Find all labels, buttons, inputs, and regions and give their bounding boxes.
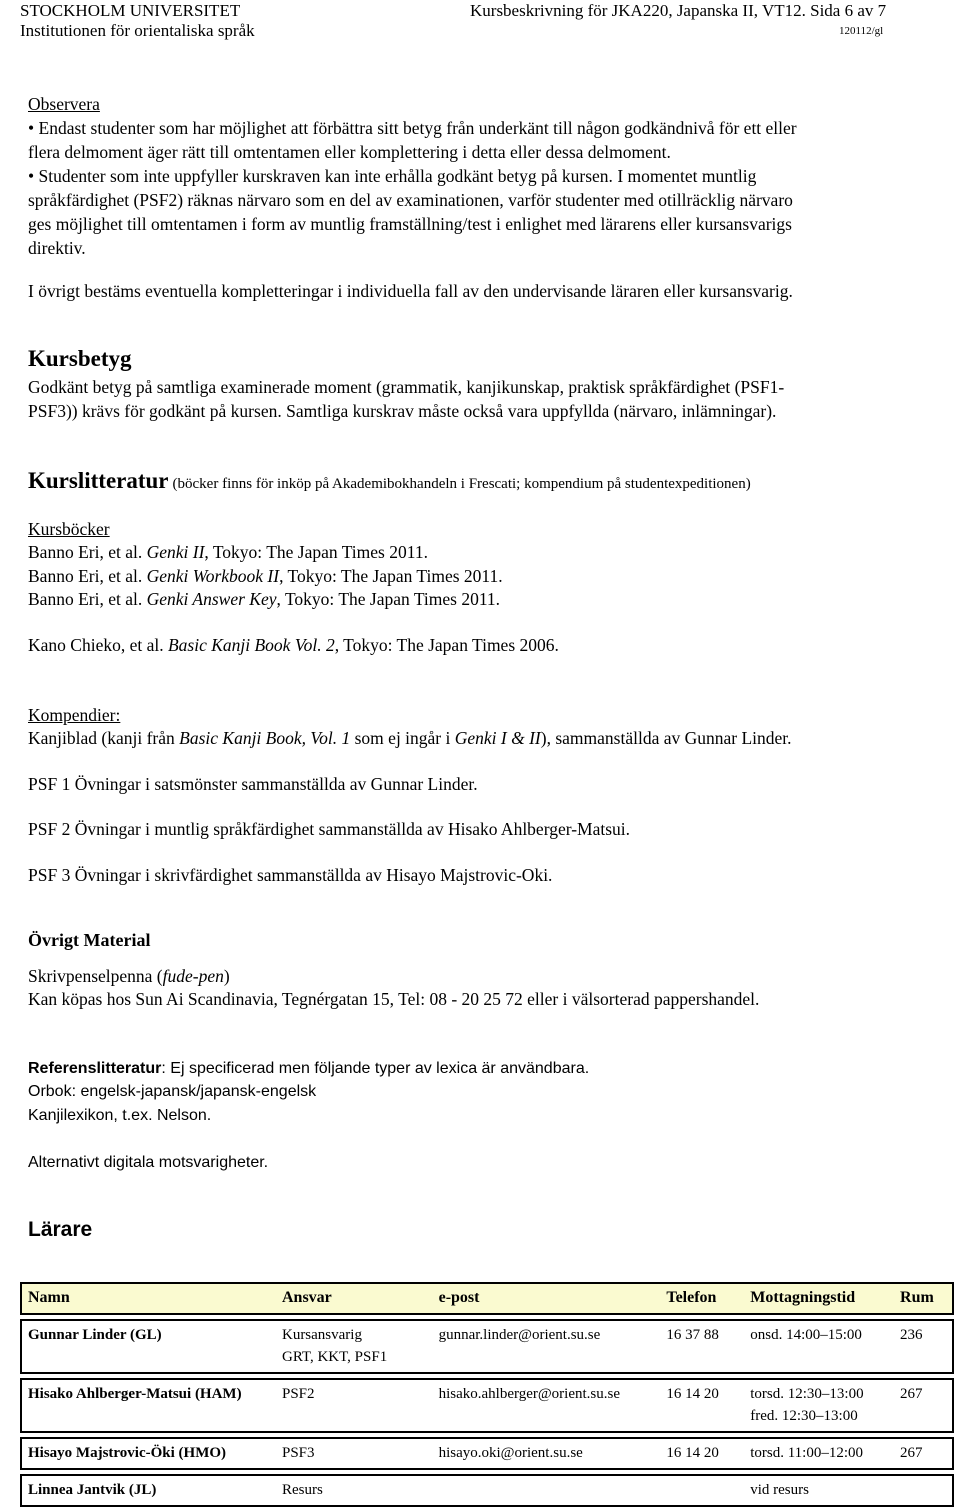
kurslitteratur-heading: Kurslitteratur (böcker finns för inköp på Akademibokhandeln i Frescati; kompendium på studentexpeditionen)	[28, 468, 751, 493]
cell-namn: Linnea Jantvik (JL)	[21, 1475, 276, 1506]
book-genki-ii: Banno Eri, et al. Genki II, Tokyo: The Japan Times 2011.	[28, 542, 428, 562]
referens-kanjilexikon: Kanjilexikon, t.ex. Nelson.	[28, 1107, 212, 1124]
cell-epost[interactable]: hisako.ahlberger@orient.su.se	[433, 1379, 661, 1432]
cell-rum: 236	[894, 1320, 953, 1373]
observera-heading: Observera	[28, 94, 100, 114]
cell-namn: Gunnar Linder (GL)	[21, 1320, 276, 1373]
page-number: Sida 6 av 7	[810, 1, 887, 20]
observera-line-4: språkfärdighet (PSF2) räknas närvaro som en del av examinationen, varför studenter med otillräcklig närvaro	[28, 190, 793, 210]
cell-ansvar: Resurs	[276, 1475, 433, 1506]
col-epost: e-post	[433, 1283, 661, 1314]
cell-telefon	[660, 1475, 744, 1506]
observera-line-5: ges möjlighet till omtentamen i form av muntlig framställning/test i enlighet med lärarens eller kursansvarigs	[28, 214, 792, 234]
cell-telefon: 16 14 20	[660, 1438, 744, 1469]
institution-name: Institutionen för orientaliska språk	[20, 21, 255, 40]
table-row	[21, 1379, 953, 1432]
cell-rum: 267	[894, 1438, 953, 1469]
observera-bullet-2: • Studenter som inte uppfyller kurskraven kan inte erhålla godkänt betyg på kursen. I momentet muntlig	[28, 166, 757, 186]
cell-telefon: 16 37 88	[660, 1320, 744, 1373]
cell-epost	[433, 1475, 661, 1506]
cell-rum	[894, 1475, 953, 1506]
university-name: STOCKHOLM UNIVERSITET	[20, 1, 241, 20]
book-basic-kanji: Kano Chieko, et al. Basic Kanji Book Vol. 2, Tokyo: The Japan Times 2006.	[28, 635, 559, 655]
larare-heading: Lärare	[28, 1218, 93, 1241]
document-code: 120112/gl	[839, 25, 884, 37]
col-namn: Namn	[21, 1283, 276, 1314]
kompendier-heading: Kompendier:	[28, 705, 121, 725]
larare-table	[20, 1282, 954, 1507]
table-row	[21, 1475, 953, 1506]
cell-mottagningstid: torsd. 11:00–12:00	[744, 1438, 894, 1469]
cell-mottagningstid: onsd. 14:00–15:00	[744, 1320, 894, 1373]
kursbetyg-line-2: PSF3)) krävs för godkänt på kursen. Samtliga kurskrav måste också vara uppfyllda (närvaro, inlämningar).	[28, 401, 777, 421]
cell-mottagningstid: vid resurs	[744, 1475, 894, 1506]
kompendium-psf3: PSF 3 Övningar i skrivfärdighet sammanställda av Hisayo Majstrovic-Oki.	[28, 865, 553, 885]
ovrigt-material-heading: Övrigt Material	[28, 930, 151, 950]
table-row	[21, 1438, 953, 1469]
referens-digitala: Alternativt digitala motsvarigheter.	[28, 1154, 269, 1171]
col-mottagningstid: Mottagningstid	[744, 1283, 894, 1314]
observera-line-6: direktiv.	[28, 238, 86, 258]
kursbetyg-line-1: Godkänt betyg på samtliga examinerade moment (grammatik, kanjikunskap, praktisk språkfärdighet (PSF1-	[28, 377, 785, 397]
cell-namn: Hisako Ahlberger-Matsui (HAM)	[21, 1379, 276, 1432]
cell-namn: Hisayo Majstrovic-Öki (HMO)	[21, 1438, 276, 1469]
book-genki-workbook: Banno Eri, et al. Genki Workbook II, Tokyo: The Japan Times 2011.	[28, 566, 503, 586]
referens-line-1: Referenslitteratur: Ej specificerad men följande typer av lexica är användbara.	[28, 1060, 590, 1077]
cell-epost[interactable]: hisayo.oki@orient.su.se	[433, 1438, 661, 1469]
table-header-row	[21, 1283, 953, 1314]
cell-mottagningstid: torsd. 12:30–13:00 fred. 12:30–13:00	[744, 1379, 894, 1432]
cell-epost[interactable]: gunnar.linder@orient.su.se	[433, 1320, 661, 1373]
course-title: Kursbeskrivning för JKA220, Japanska II, VT12. Sida 6 av 7	[470, 1, 887, 20]
kursbocker-heading: Kursböcker	[28, 519, 110, 539]
ovrigt-material-fude-pen: Skrivpenselpenna (fude-pen)	[28, 966, 230, 986]
kursbetyg-heading: Kursbetyg	[28, 346, 132, 371]
table-row	[21, 1320, 953, 1373]
observera-ovrigt: I övrigt bestäms eventuella kompletteringar i individuella fall av den undervisande läraren eller kursansvarig.	[28, 281, 793, 301]
cell-ansvar: PSF3	[276, 1438, 433, 1469]
col-rum: Rum	[894, 1283, 953, 1314]
col-telefon: Telefon	[660, 1283, 744, 1314]
col-ansvar: Ansvar	[276, 1283, 433, 1314]
observera-bullet-1: • Endast studenter som har möjlighet att förbättra sitt betyg från underkänt till någon godkändnivå för ett eller	[28, 118, 797, 138]
kompendium-kanjiblad: Kanjiblad (kanji från Basic Kanji Book, Vol. 1 som ej ingår i Genki I & II), sammanställda av Gunnar Linder.	[28, 728, 792, 748]
cell-ansvar: PSF2	[276, 1379, 433, 1432]
cell-telefon: 16 14 20	[660, 1379, 744, 1432]
book-genki-answer-key: Banno Eri, et al. Genki Answer Key, Tokyo: The Japan Times 2011.	[28, 589, 501, 609]
kurslitteratur-note: (böcker finns för inköp på Akademibokhandeln i Frescati; kompendium på studentexpeditionen)	[172, 476, 751, 492]
observera-bullet-1-cont: flera delmoment äger rätt till omtentamen eller komplettering i detta eller dessa delmoment.	[28, 142, 671, 162]
kompendium-psf2: PSF 2 Övningar i muntlig språkfärdighet sammanställda av Hisako Ahlberger-Matsui.	[28, 819, 631, 839]
referens-orbok: Orbok: engelsk-japansk/japansk-engelsk	[28, 1083, 317, 1100]
cell-ansvar: Kursansvarig GRT, KKT, PSF1	[276, 1320, 433, 1373]
ovrigt-material-store: Kan köpas hos Sun Ai Scandinavia, Tegnérgatan 15, Tel: 08 - 20 25 72 eller i välsorterad pappershandel.	[28, 989, 760, 1009]
cell-rum: 267	[894, 1379, 953, 1432]
kompendium-psf1: PSF 1 Övningar i satsmönster sammanställda av Gunnar Linder.	[28, 774, 478, 794]
